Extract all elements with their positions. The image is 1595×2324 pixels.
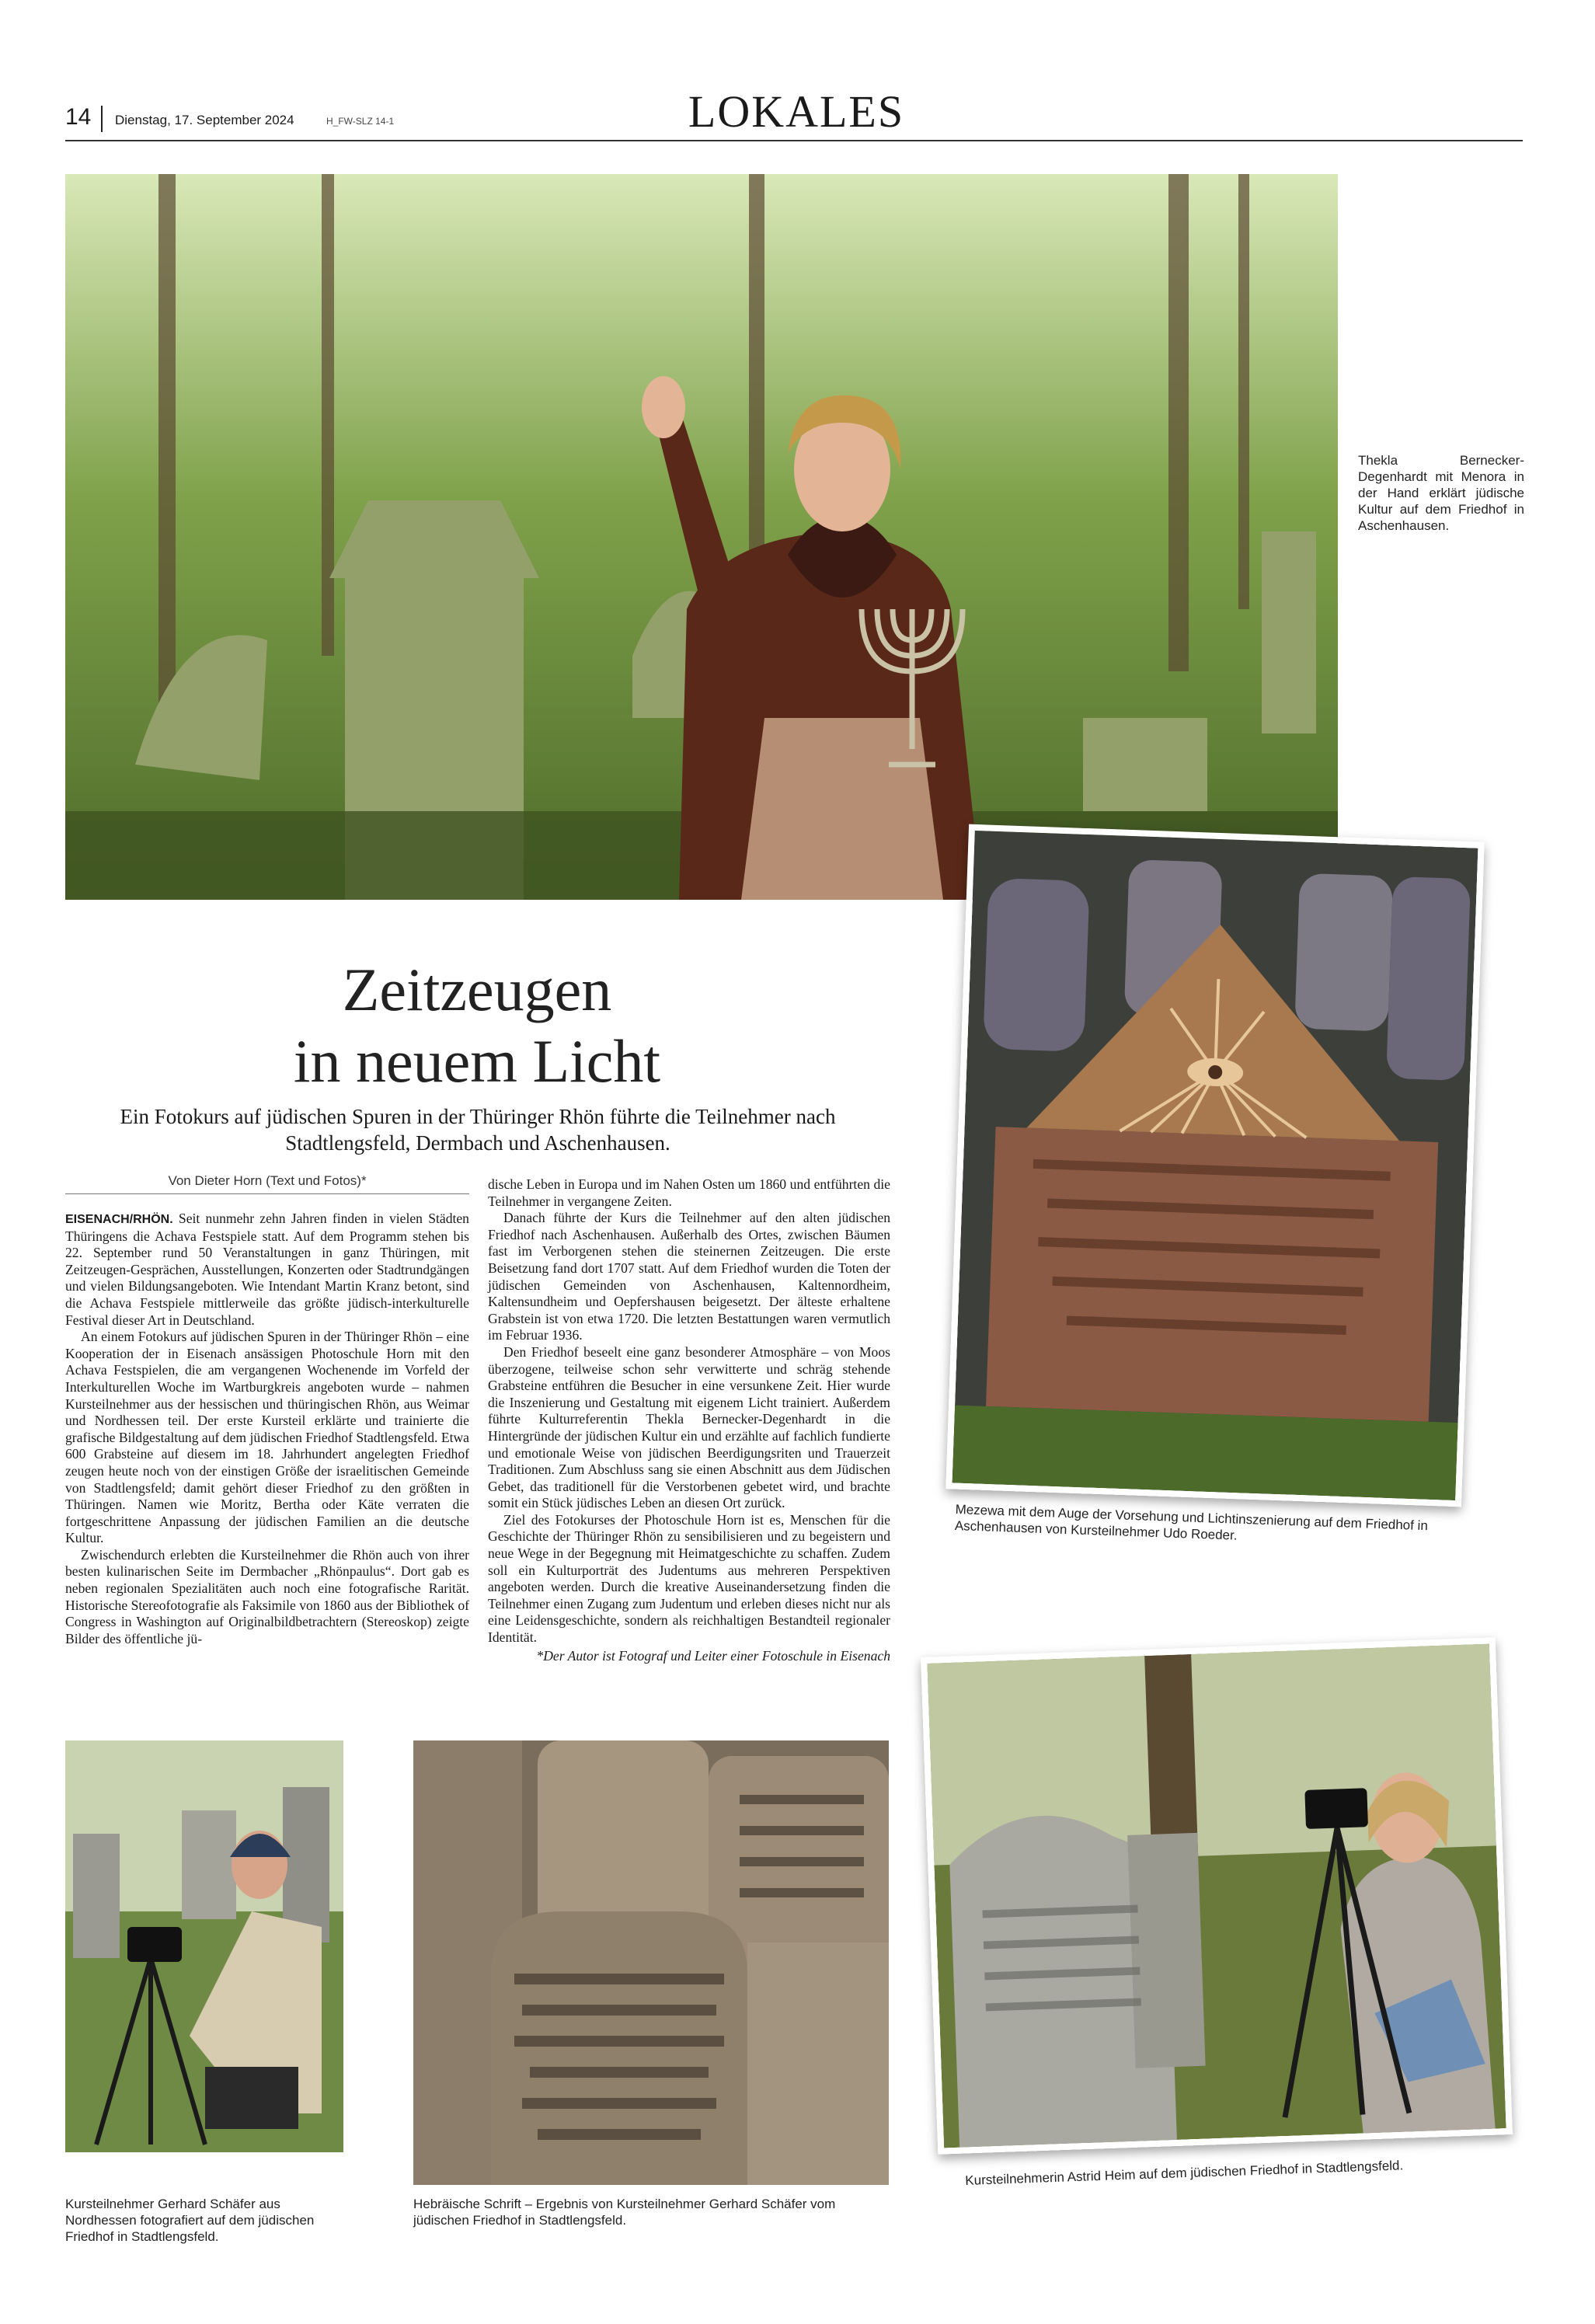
paragraph: dische Leben in Europa und im Nahen Osten um 1860 und entführten die Teilnehmer in vergangene Zeiten.: [488, 1176, 890, 1209]
byline-rule: [65, 1193, 469, 1194]
header-rule: [65, 140, 1523, 141]
paragraph: [65, 1211, 469, 1329]
section-title: LOKALES: [688, 86, 905, 137]
camera-icon: [127, 1927, 182, 1962]
paragraph: Den Friedhof beseelt eine ganz besonderer Atmosphäre – von Moos überzogene, teilweise schon sehr verwitterte und schräg stehende Grabsteine entführen die Besucher in eine versunkene Zeit. Hier wurde die Inszenierung und Gestaltung mit eigenem Licht trainiert. Außerdem führte Kulturreferentin Thekla Bernecker-Degenhardt in die Hintergründe der jüdischen Kultur ein und erzählte auf fachlich fundierte und emotionale Weise von jüdischen Beerdigungsriten und Trauerzeit Traditionen. Zum Abschluss sang sie einen Abschnitt aus dem Jüdischen Gebet, das traditionell für die Verstorbenen gebetet wird, und brachte somit ein Stück jüdisches Leben an diesen Ort zurück.: [488, 1343, 890, 1511]
hebrew-script-photo: [413, 1740, 889, 2185]
camera-icon: [1304, 1788, 1368, 1829]
mezewa-photo: [946, 824, 1484, 1507]
dateline: EISENACH/RHÖN.: [65, 1213, 173, 1226]
photographer-woman-photo: [921, 1637, 1513, 2154]
hebrew-script-caption: Hebräische Schrift – Ergebnis von Kursteilnehmer Gerhard Schäfer vom jüdischen Friedhof in Stadtlengsfeld.: [413, 2197, 836, 2228]
issue-date: Dienstag, 17. September 2024: [115, 113, 294, 127]
paragraph: An einem Fotokurs auf jüdischen Spuren in der Thüringer Rhön – eine Kooperation der in Eisenach ansässigen Photoschule Horn mit den Achava Festspielen, die am vergangenen Wochenende im Vorfeld der Interkulturellen Woche im Wartburgkreis angeboten wurde – nahmen Kursteilnehmer aus der hessischen und thüringischen Rhön, aus Weimar und Nordhessen teil. Der erste Kursteil erklärte und trainierte die grafische Bildgestaltung auf dem jüdischen Friedhof Stadtlengsfeld. Etwa 600 Grabsteine auf diesem im 18. Jahrhundert angelegten Friedhof zeugen heute noch von der einstigen Größe der israelitischen Gemeinde von Stadtlengsfeld; damit gehört dieser Friedhof zu den größten in Thüringen. Namen wie Moritz, Bertha oder Käte verraten die fortgeschrittene Anpassung der jüdischen Familien an die deutsche Kultur.: [65, 1329, 469, 1546]
article-subheadline: Ein Fotokurs auf jüdischen Spuren in der Thüringer Rhön führte die Teilnehmer nach Stadtlengsfeld, Dermbach und Aschenhausen.: [120, 1105, 836, 1155]
paragraph: Danach führte der Kurs die Teilnehmer auf den alten jüdischen Friedhof nach Aschenhausen. Außerhalb des Ortes, zwischen Bäumen fast im Verborgenen stehen die steinernen Zeitzeugen. Die erste Beisetzung fand dort 1707 statt. Auf dem Friedhof wurden die Toten der jüdischen Gemeinden von Aschenhausen, Kaltennordheim, Kaltensundheim und Oepfershausen beigesetzt. Der älteste erhaltene Grabstein ist von etwa 1720. Die letzten Bestattungen waren vermutlich im Februar 1936.: [488, 1210, 890, 1343]
main-photo: [65, 174, 1338, 900]
headline-line-1: Zeitzeugen: [342, 956, 612, 1023]
article-column-1: [65, 1211, 469, 1647]
main-photo-caption: Thekla Bernecker-Degenhardt mit Menora in der Hand erklärt jüdische Kultur auf dem Friedhof in Aschenhausen.: [1358, 453, 1524, 533]
edition-code: H_FW-SLZ 14-1: [326, 116, 395, 127]
paragraph: Zwischendurch erlebten die Kursteilnehmer die Rhön auch von ihrer besten kulinarischen Seite im Dermbacher „Rhönpaulus“. Dort gab es neben regionalen Spezialitäten auch noch eine fotografische Rarität. Historische Stereofotografie als Faksimile von 1860 aus der Bibliothek of Congress in Washington auf Originalbildbetrachtern (Stereoskop) zeigte Bilder des öffentliche jü-: [65, 1546, 469, 1646]
header-divider: [101, 106, 103, 132]
byline: Von Dieter Horn (Text und Fotos)*: [168, 1173, 367, 1188]
headline-line-2: in neuem Licht: [293, 1027, 661, 1095]
mezewa-photo-caption: Mezewa mit dem Auge der Vorsehung und Lichtinszenierung auf dem Friedhof in Aschenhausen von Kursteilnehmer Udo Roeder.: [954, 1501, 1429, 1543]
paragraph: Ziel des Fotokurses der Photoschule Horn ist es, Menschen für die Geschichte der Thüringer Rhön zu sensibilisieren und zu begeistern und neue Wege in der Begegnung mit Heimatgeschichte zu schaffen. Zudem soll ein Kulturporträt des Judentums aus mehreren Perspektiven angeboten werden. Durch die kreative Auseinandersetzung finden die Teilnehmer einen Zugang zum Judentum und erleben dieses nicht nur als eine Leidensgeschichte, sondern als reichhaltigen Bestandteil regionaler Identität.: [488, 1511, 890, 1646]
page-number: 14: [65, 104, 92, 130]
article-column-2: [488, 1176, 890, 1664]
author-note: *Der Autor ist Fotograf und Leiter einer Fotoschule in Eisenach: [536, 1647, 890, 1664]
photographer-man-photo: [65, 1740, 343, 2152]
photographer-man-caption: Kursteilnehmer Gerhard Schäfer aus Nordhessen fotografiert auf dem jüdischen Friedhof in Stadtlengsfeld.: [65, 2197, 315, 2244]
paragraph-text: Seit nunmehr zehn Jahren finden in vielen Städten Thüringens die Achava Festspiele statt. Auf dem Programm stehen bis 22. September rund 50 Veranstaltungen in ganz Thüringen, mit Zeitzeugen-Gesprächen, Ausstellungen, Konzerten oder Stadtrundgängen und vielen Bildungsangeboten. Wie Intendant Martin Kranz betont, sind die Achava Festspiele mittlerweile das größte jüdisch-interkulturelle Festival dieser Art in Deutschland.: [65, 1211, 469, 1328]
photographer-woman-caption: Kursteilnehmerin Astrid Heim auf dem jüdischen Friedhof in Stadtlengsfeld.: [965, 2158, 1404, 2188]
article-headline: [65, 954, 889, 1097]
